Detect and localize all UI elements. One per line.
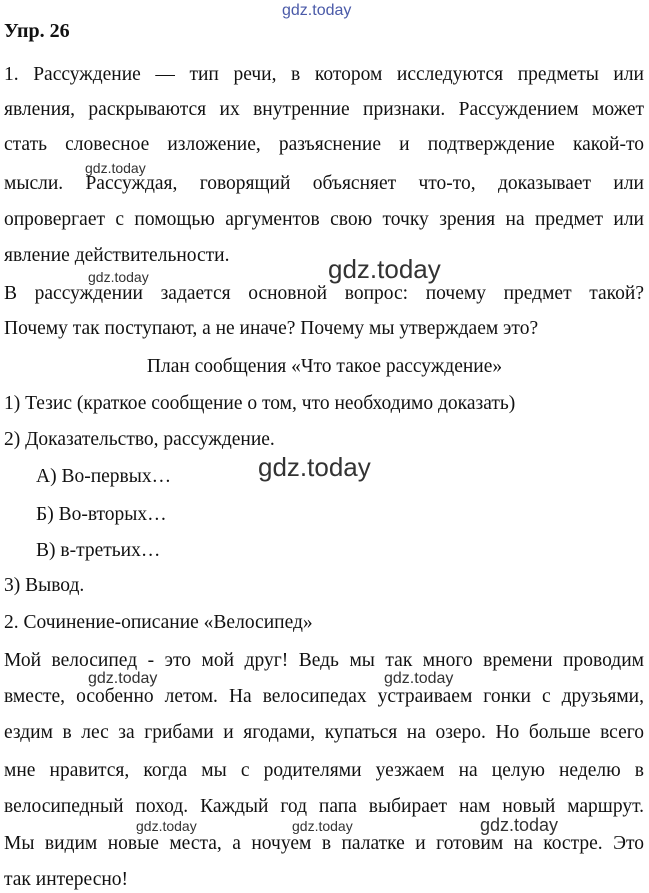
text-line: В рассуждении задается основной вопрос: почему предмет такой?	[4, 283, 644, 304]
plan-subitem: Б) Во-вторых…	[36, 504, 167, 525]
plan-subitem: В) в-третьих…	[36, 540, 161, 561]
watermark: gdz.today	[480, 815, 559, 835]
plan-item: 1) Тезис (краткое сообщение о том, что необходимо доказать)	[4, 393, 516, 414]
text-line: Мы видим новые места, а ночуем в палатке и готовим на костре. Это	[4, 833, 644, 854]
text-line: явление действительности.	[4, 245, 230, 266]
text-line: явления, раскрываются их внутренние признаки. Рассуждением может	[4, 99, 644, 120]
watermark: gdz.today	[258, 452, 371, 482]
text-line: вместе, особенно летом. На велосипедах устраиваем гонки с друзьями,	[4, 686, 644, 707]
plan-item: 3) Вывод.	[4, 575, 85, 596]
text-line: мне нравится, когда мы с родителями уезжаем на целую неделю в	[4, 760, 644, 781]
text-line: Почему так поступают, а не иначе? Почему мы утверждаем это?	[4, 318, 539, 339]
watermark: gdz.today	[88, 269, 149, 285]
section-heading: 2. Сочинение-описание «Велосипед»	[4, 612, 313, 633]
watermark-top: gdz.today	[282, 2, 352, 19]
watermark: gdz.today	[384, 670, 454, 687]
plan-subitem: А) Во-первых…	[36, 466, 172, 487]
text-line: 1. Рассуждение — тип речи, в котором исследуются предметы или	[4, 64, 644, 85]
watermark: gdz.today	[136, 818, 197, 834]
text-line: велосипедный поход. Каждый год папа выбирает нам новый маршрут.	[4, 796, 644, 817]
text-line: стать словесное изложение, разъяснение и подтверждение какой-то	[4, 134, 644, 155]
plan-heading: План сообщения «Что такое рассуждение»	[146, 356, 503, 377]
watermark: gdz.today	[88, 670, 158, 687]
watermark: gdz.today	[328, 254, 441, 284]
exercise-title: Упр. 26	[4, 20, 70, 42]
watermark: gdz.today	[292, 818, 353, 834]
plan-item: 2) Доказательство, рассуждение.	[4, 429, 275, 450]
text-line: опровергает с помощью аргументов свою точку зрения на предмет или	[4, 209, 644, 230]
text-line: так интересно!	[4, 869, 129, 890]
text-line: ездим в лес за грибами и ягодами, купаться на озеро. Но больше всего	[4, 722, 644, 743]
text-line: Мой велосипед - это мой друг! Ведь мы так много времени проводим	[4, 650, 644, 671]
watermark: gdz.today	[85, 160, 146, 176]
text-line: мысли. Рассуждая, говорящий объясняет что-то, доказывает или	[4, 173, 644, 194]
